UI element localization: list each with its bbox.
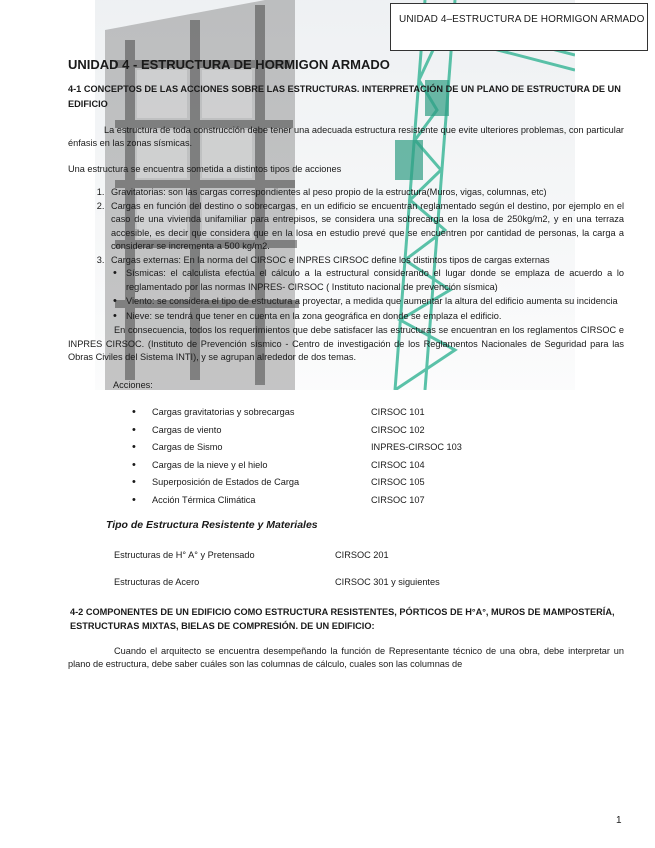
list-item: 3. Cargas externas: En la norma del CIRSOC e INPRES CIRSOC define los distintos tipos de cargas externas — [107, 254, 624, 268]
table-row: Estructuras de Acero CIRSOC 301 y siguientes — [114, 576, 440, 587]
table-row: • Cargas de viento CIRSOC 102 — [132, 423, 425, 436]
section-1-heading: 4-1 CONCEPTOS DE LAS ACCIONES SOBRE LAS ESTRUCTURAS. INTERPRETACIÓN DE UN PLANO DE ESTRUCTURA DE UN EDIFICIO — [68, 83, 621, 109]
list-item: • Viento: se considera el tipo de estructura a proyectar, a medida que aumentar la altura del edificio aumenta su incidencia — [113, 295, 624, 309]
bullet-icon: • — [132, 493, 136, 506]
table-row: • Acción Térmica Climática CIRSOC 107 — [132, 493, 425, 506]
acciones-table — [68, 404, 624, 509]
lead-sentence: Una estructura se encuentra sometida a distintos tipos de acciones — [68, 163, 342, 174]
acciones-label: Acciones: — [113, 379, 153, 390]
section-2-heading: 4-2 COMPONENTES DE UN EDIFICIO COMO ESTRUCTURA RESISTENTES, PÓRTICOS DE H°A°, MUROS DE MAMPOSTERÍA, ESTRUCTURAS MIXTAS, BIELAS DE COMPRESIÓN. DE UN EDIFICIO: — [70, 606, 615, 631]
header-box — [390, 3, 648, 51]
table-row: • Superposición de Estados de Carga CIRSOC 105 — [132, 476, 425, 488]
section-2-paragraph: Cuando el arquitecto se encuentra desempeñando la función de Representante técnico de una obra, debe interpretar un plano de estructura, debe saber cuáles son las columnas de cálculo, cuales son las columnas de — [68, 645, 624, 669]
consequence-paragraph: En consecuencia, todos los requerimientos que debe satisfacer las estructuras se encuentran en los reglamentos CIRSOC e INPRES CIRSOC. (Instituto de Prevención sísmico - Centro de investigación de los Reglamentos Nacionales de Seguridad para las Obras Civiles del Sistema INTI), y se agrupan alrededor de dos temas. — [68, 325, 624, 362]
header-label: UNIDAD 4–ESTRUCTURA DE HORMIGON ARMADO — [399, 14, 645, 25]
list-item: 1. Gravitatorias: son las cargas correspondientes al peso propio de la estructura(Muros, vigas, columnas, etc) — [107, 186, 624, 200]
table-row: • Cargas gravitatorias y sobrecargas CIRSOC 101 — [132, 406, 425, 418]
bullet-icon: • — [132, 476, 136, 488]
bullet-icon: • — [132, 458, 136, 471]
list-item: 2. Cargas en función del destino o sobrecargas, en un edificio se encuentran reglamentado según el destino, por ejemplo en el caso de una vivienda unifamiliar para entrepisos, se considera una sobrecarga en la losa de 250kg/m2, y en una terraza accesible, es decir que considera que en la losa en estudio prevé que se encuentren por cantidad de personas, la carga a considerar se incrementa a 500 kg/m2. — [107, 200, 624, 254]
bullet-icon: • — [132, 406, 136, 418]
bullet-icon: • — [132, 423, 136, 436]
materials-table — [68, 549, 624, 603]
bullet-icon: • — [132, 441, 136, 453]
actions-numbered-list — [68, 186, 624, 267]
page-number: 1 — [616, 815, 622, 826]
document-body — [68, 58, 624, 672]
tipo-estructura-heading: Tipo de Estructura Resistente y Materiales — [106, 519, 318, 531]
external-loads-bullet-list — [68, 267, 624, 323]
intro-paragraph: La estructura de toda construcción debe tener una adecuada estructura resistente que evite ulteriores problemas, con particular énfasis en las zonas sísmicas. — [68, 124, 624, 148]
table-row: • Cargas de la nieve y el hielo CIRSOC 104 — [132, 458, 425, 471]
page-title: UNIDAD 4 - ESTRUCTURA DE HORMIGON ARMADO — [68, 57, 390, 72]
table-row: Estructuras de H° A° y Pretensado CIRSOC 201 — [114, 549, 389, 560]
list-item: • Nieve: se tendrá que tener en cuenta en la zona geográfica en donde se emplaza el edificio. — [113, 310, 624, 324]
list-item: • Sísmicas: el calculista efectúa el cálculo a la estructural considerando el lugar donde se emplaza de acuerdo a lo reglamentado por las normas INPRES- CIRSOC ( Instituto nacional de prevención sísmica) — [113, 267, 624, 294]
table-row: • Cargas de Sismo INPRES-CIRSOC 103 — [132, 441, 462, 453]
